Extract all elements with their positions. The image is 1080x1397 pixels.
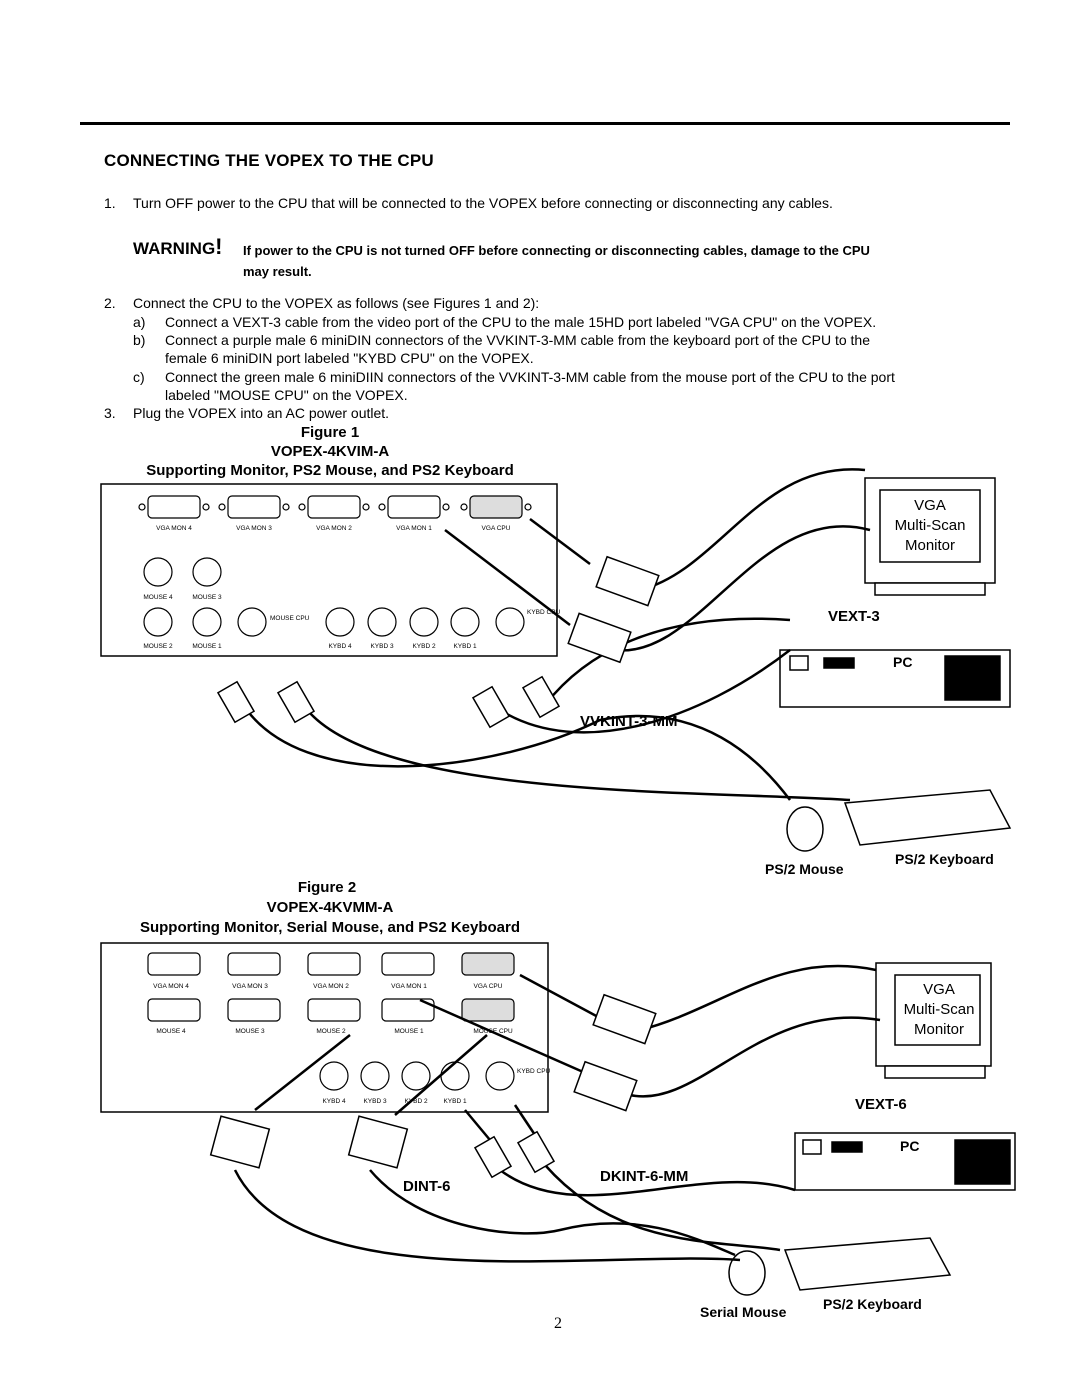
step-2c-line-1: Connect the green male 6 miniDIIN connectors of the VVKINT-3-MM cable from the mouse port of the CPU to the port <box>165 369 895 385</box>
fig1-mouse-label: PS/2 Mouse <box>765 861 844 877</box>
fig2-port-label: VGA CPU <box>473 983 503 990</box>
fig1-monitor-line: VGA <box>914 497 946 514</box>
warning-line-1: If power to the CPU is not turned OFF before connecting or disconnecting cables, damage to the CPU <box>243 243 870 258</box>
step-2-text: Connect the CPU to the VOPEX as follows (see Figures 1 and 2): <box>133 295 540 311</box>
fig1-mouse-label: MOUSE 2 <box>143 643 173 650</box>
step-2b-label: b) <box>133 332 146 348</box>
fig2-port-label: VGA MON 3 <box>232 983 268 990</box>
fig1-port-label: VGA MON 3 <box>236 525 272 532</box>
fig2-monitor-line: VGA <box>923 981 955 998</box>
fig1-pc-label: PC <box>893 654 913 670</box>
fig1-mouse-cpu-label: MOUSE CPU <box>270 615 310 622</box>
step-2b-line-1: Connect a purple male 6 miniDIN connectors of the VVKINT-3-MM cable from the keyboard port of the CPU to the <box>165 332 870 348</box>
step-2a-label: a) <box>133 314 146 330</box>
fig2-monitor-label <box>895 980 983 1040</box>
fig2-kybd-cpu-label: KYBD CPU <box>517 1068 551 1075</box>
figure-2-subtitle: Supporting Monitor, Serial Mouse, and PS2 Keyboard <box>139 919 521 936</box>
fig2-kb-cable-label: DKINT-6-MM <box>600 1168 689 1185</box>
warning-word: WARNING <box>133 239 216 258</box>
fig2-port-label: VGA MON 4 <box>153 983 189 990</box>
fig2-mouse-port <box>308 999 360 1021</box>
fig1-port-label: VGA MON 2 <box>316 525 352 532</box>
fig2-monitor-line: Multi-Scan <box>903 1001 975 1018</box>
fig2-port-label: VGA MON 2 <box>313 983 349 990</box>
fig2-vga-port <box>148 953 200 975</box>
figure-1-subtitle: Supporting Monitor, PS2 Mouse, and PS2 Keyboard <box>146 462 514 479</box>
fig2-pc-label: PC <box>900 1138 920 1154</box>
fig1-kybd-label: KYBD 4 <box>328 643 352 650</box>
figure-2-model: VOPEX-4KVMM-A <box>266 899 394 916</box>
step-2c-label: c) <box>133 369 145 385</box>
fig1-kvm-cable-label: VVKINT-3-MM <box>580 713 678 730</box>
step-2b-line-2: female 6 miniDIN port labeled "KYBD CPU" on the VOPEX. <box>165 350 534 366</box>
fig2-vga-port <box>382 953 434 975</box>
fig1-kybd-label: KYBD 1 <box>453 643 477 650</box>
fig2-kybd-label: KYBD 3 <box>363 1098 387 1105</box>
step-3-text: Plug the VOPEX into an AC power outlet. <box>133 405 390 421</box>
page-number: 2 <box>554 1315 562 1332</box>
fig2-kybd1-port <box>441 1062 469 1090</box>
fig2-port-label: MOUSE 1 <box>394 1028 424 1035</box>
fig2-monitor-line: Monitor <box>913 1021 965 1038</box>
figure-2-label: Figure 2 <box>297 879 357 896</box>
fig2-port-label: VGA MON 1 <box>391 983 427 990</box>
step-2-number: 2. <box>104 295 116 311</box>
fig2-mouse-label: Serial Mouse <box>700 1304 787 1320</box>
fig1-monitor-line: Monitor <box>904 537 956 554</box>
fig1-port-label: VGA MON 1 <box>396 525 432 532</box>
fig1-mouse-label: MOUSE 4 <box>143 594 173 601</box>
fig2-video-cable-label: VEXT-6 <box>855 1096 907 1113</box>
step-3-number: 3. <box>104 405 116 421</box>
fig2-kybd-label: KYBD 4 <box>322 1098 346 1105</box>
fig1-keyboard-label: PS/2 Keyboard <box>895 851 994 867</box>
fig1-mouse-label: MOUSE 1 <box>192 643 222 650</box>
fig2-mouse-port <box>462 999 514 1021</box>
fig2-port-label: MOUSE CPU <box>473 1028 513 1035</box>
fig1-kybd-label: KYBD 2 <box>412 643 436 650</box>
figure-1-label: Figure 1 <box>300 424 360 441</box>
step-1-text: Turn OFF power to the CPU that will be connected to the VOPEX before connecting or disconnecting any cables. <box>133 195 833 211</box>
warning-line-2: may result. <box>243 264 312 279</box>
fig2-kybd3-port <box>361 1062 389 1090</box>
fig2-keyboard-label: PS/2 Keyboard <box>823 1296 922 1312</box>
fig2-kybd2-port <box>402 1062 430 1090</box>
fig1-port-label: VGA MON 4 <box>156 525 192 532</box>
fig2-port-label: MOUSE 2 <box>316 1028 346 1035</box>
fig2-mouse-shape <box>729 1251 765 1295</box>
fig2-kybd4-port <box>320 1062 348 1090</box>
step-2a-text: Connect a VEXT-3 cable from the video port of the CPU to the male 15HD port labeled "VGA CPU" on the VOPEX. <box>165 314 877 330</box>
step-2c-line-2: labeled "MOUSE CPU" on the VOPEX. <box>165 387 408 403</box>
fig2-vga-port <box>308 953 360 975</box>
fig2-vga-port <box>462 953 514 975</box>
fig1-kybd-label: KYBD 3 <box>370 643 394 650</box>
fig2-vga-port <box>228 953 280 975</box>
fig1-monitor-line: Multi-Scan <box>894 517 966 534</box>
warning-exclamation: ! <box>215 234 223 259</box>
fig2-keyboard-shape <box>785 1238 950 1290</box>
fig1-mouse-label: MOUSE 3 <box>192 594 222 601</box>
step-1-number: 1. <box>104 195 116 211</box>
fig2-kybd-label: KYBD 1 <box>443 1098 467 1105</box>
fig1-port-label: VGA CPU <box>481 525 511 532</box>
fig2-port-label: MOUSE 4 <box>156 1028 186 1035</box>
fig2-mouse-port <box>228 999 280 1021</box>
fig2-kybdcpu-port <box>486 1062 514 1090</box>
section-heading: CONNECTING THE VOPEX TO THE CPU <box>104 151 434 170</box>
fig1-video-cable-label: VEXT-3 <box>828 608 880 625</box>
fig2-mouse-cable-label: DINT-6 <box>403 1178 451 1195</box>
fig1-kybd-cpu-label: KYBD CPU <box>527 609 561 616</box>
fig2-kybd-label: KYBD 2 <box>404 1098 428 1105</box>
figure-1-model: VOPEX-4KVIM-A <box>270 443 390 460</box>
fig2-mouse-port <box>148 999 200 1021</box>
fig2-port-label: MOUSE 3 <box>235 1028 265 1035</box>
